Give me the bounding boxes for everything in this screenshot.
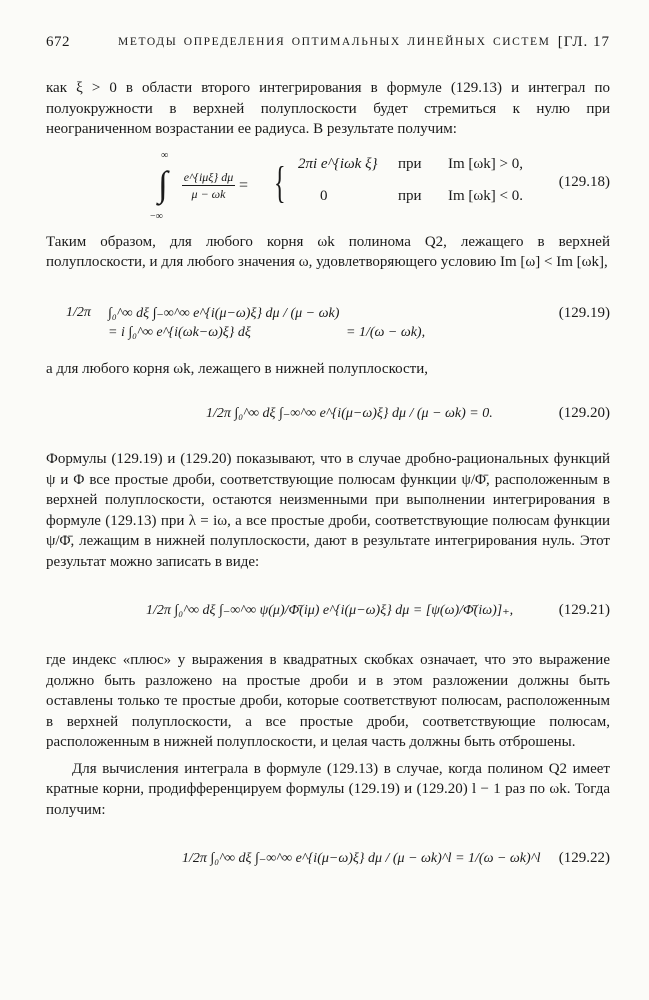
chapter-marker: [ГЛ. 17 (557, 34, 610, 50)
equation-129-20: 1/2π ∫₀^∞ dξ ∫₋∞^∞ e^{i(μ−ω)ξ} dμ / (μ − ωk) = 0. (129.20) (206, 405, 610, 421)
paragraph-3: а для любого корня ωk, лежащего в нижней полуплоскости, (46, 360, 428, 377)
equation-129-22: 1/2π ∫₀^∞ dξ ∫₋∞^∞ e^{i(μ−ω)ξ} dμ / (μ − ωk)^l = 1/(ω − ωk)^l (129.22) (182, 850, 610, 866)
page-number: 672 (46, 34, 70, 50)
equation-129-21: 1/2π ∫₀^∞ dξ ∫₋∞^∞ ψ(μ)/Φ̄(iμ) e^{i(μ−ω)ξ} dμ = [ψ(ω)/Φ̄(iω)]₊, (129.21) (146, 602, 610, 618)
equation-label: (129.22) (558, 850, 610, 866)
paragraph-6: Для вычисления интеграла в формуле (129.13) в случае, когда полином Q2 имеет кратные корни, продифференцируем формулы (129.19) и (129.20) l − 1 раз по ωk. Тогда получим: (46, 760, 610, 818)
equation-label: (129.19) (558, 304, 610, 321)
equation-label: (129.20) (558, 405, 610, 421)
case-1: 2πi e^{iωk ξ} при Im [ωk] > 0, (298, 155, 523, 172)
equation-label: (129.18) (558, 173, 610, 190)
book-page (46, 34, 610, 890)
running-title: МЕТОДЫ ОПРЕДЕЛЕНИЯ ОПТИМАЛЬНЫХ ЛИНЕЙНЫХ СИСТЕМ (118, 36, 551, 48)
running-header (46, 34, 610, 64)
case-2: 0 при Im [ωk] < 0. (320, 187, 523, 204)
paragraph-4: Формулы (129.19) и (129.20) показывают, что в случае дробно-рациональных функций ψ и Φ все простые дроби, соответствующие полюсам функции ψ/Φ̄, расположенным в верхней полуплоскости, остаются неизменными при выполнении интегрирования в формуле (129.13) при λ = iω, а все простые дроби, соответствующие полюсам функции ψ/Φ̄, лежащим в нижней полуплоскости, дают в результате интегрирования нуль. Этот результат можно записать в виде: (46, 451, 610, 570)
integral-sign: ∫ ∞ −∞ (150, 149, 169, 222)
paragraph-2: Таким образом, для любого корня ωk полинома Q2, лежащего в верхней полуплоскости, и для любого значения ω, удовлетворяющего условию Im [ω] < Im [ωk], (46, 233, 610, 270)
equation-label: (129.21) (558, 602, 610, 618)
paragraph-1: как ξ > 0 в области второго интегрирования в формуле (129.13) и интеграл по полуокружности в верхней полуплоскости будет стремиться к нулю при неограниченном возрастании ее радиуса. В результате получим: (46, 80, 610, 137)
integrand-fraction: $\frac{\text{e\textasciicircum{}\{iμξ\} dμ}}{\mu - \omega k}$ (183, 170, 234, 201)
paragraph-5: где индекс «плюс» у выражения в квадратных скобках означает, что это выражение должно быть разложено на простые дроби и в этом разложении должны быть оставлены только те простые дроби, которые соответствуют полюсам, расположенным в верхней полуплоскости, а все простые дроби, соответствующие полюсам, расположенным в нижней полуплоскости, и целая часть должны быть отброшены. (46, 652, 610, 750)
equation-129-18: ∫ ∞ −∞ $\frac{\text{e\textasciicircum{}\{iμξ\} dμ}}{\mu - \omega k}$ = { 2πi e^{iωk ξ} при Im [ωk] > 0, 0 при Im [ωk] < 0. (129.18) (150, 149, 610, 222)
equation-129-19: 1/2π ∫₀^∞ dξ ∫₋∞^∞ e^{i(μ−ω)ξ} dμ / (μ − ωk) = i ∫₀^∞ e^{i(ωk−ω)ξ} dξ = 1/(ω − ωk), (129.19) (66, 304, 610, 340)
